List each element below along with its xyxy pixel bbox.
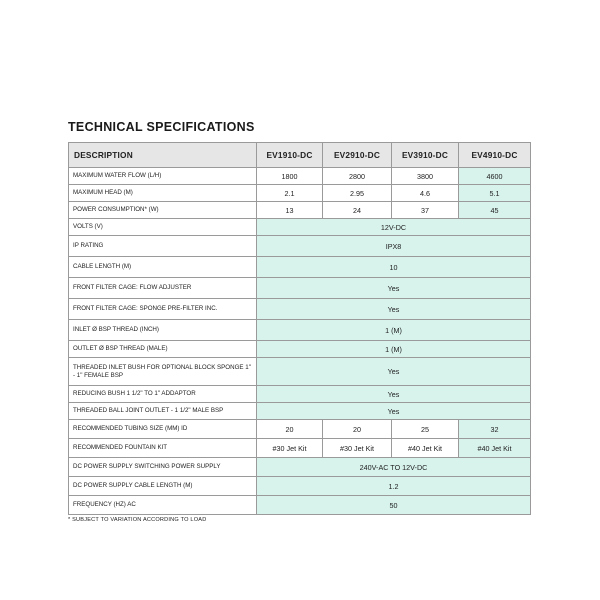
row-value: 32 <box>459 420 531 439</box>
row-value: 25 <box>392 420 459 439</box>
row-value: 1800 <box>257 168 323 185</box>
table-row <box>69 202 531 219</box>
row-value: 4600 <box>459 168 531 185</box>
row-value: 20 <box>323 420 392 439</box>
row-value: #30 Jet Kit <box>257 439 323 458</box>
row-value: 37 <box>392 202 459 219</box>
table-row <box>69 320 531 341</box>
row-label: DC POWER SUPPLY CABLE LENGTH (M) <box>69 477 257 496</box>
row-label: INLET Ø BSP THREAD (INCH) <box>69 320 257 341</box>
row-shared-value: Yes <box>257 299 531 320</box>
row-shared-value: 50 <box>257 496 531 515</box>
table-row <box>69 439 531 458</box>
row-shared-value: Yes <box>257 358 531 386</box>
table-row <box>69 299 531 320</box>
row-value: 4.6 <box>392 185 459 202</box>
row-value: 24 <box>323 202 392 219</box>
header-ev2910: EV2910-DC <box>323 143 392 168</box>
row-label: FREQUENCY (HZ) AC <box>69 496 257 515</box>
row-label: IP RATING <box>69 236 257 257</box>
table-row <box>69 496 531 515</box>
row-value: #30 Jet Kit <box>323 439 392 458</box>
row-value: 13 <box>257 202 323 219</box>
row-shared-value: Yes <box>257 403 531 420</box>
row-value: 2800 <box>323 168 392 185</box>
row-label: RECOMMENDED FOUNTAIN KIT <box>69 439 257 458</box>
table-row <box>69 257 531 278</box>
table-row <box>69 278 531 299</box>
row-shared-value: 1 (M) <box>257 320 531 341</box>
header-row <box>69 143 531 168</box>
table-row <box>69 386 531 403</box>
row-label: VOLTS (V) <box>69 219 257 236</box>
table-row <box>69 403 531 420</box>
row-label: MAXIMUM WATER FLOW (L/H) <box>69 168 257 185</box>
row-shared-value: 240V-AC TO 12V-DC <box>257 458 531 477</box>
table-row <box>69 236 531 257</box>
row-label: THREADED BALL JOINT OUTLET - 1 1/2" MALE BSP <box>69 403 257 420</box>
row-label: POWER CONSUMPTION* (W) <box>69 202 257 219</box>
table-row <box>69 341 531 358</box>
row-label: DC POWER SUPPLY SWITCHING POWER SUPPLY <box>69 458 257 477</box>
row-value: #40 Jet Kit <box>459 439 531 458</box>
spec-table <box>68 142 531 515</box>
header-ev3910: EV3910-DC <box>392 143 459 168</box>
table-row <box>69 168 531 185</box>
header-ev1910: EV1910-DC <box>257 143 323 168</box>
row-shared-value: 1.2 <box>257 477 531 496</box>
header-ev4910: EV4910-DC <box>459 143 531 168</box>
row-value: 20 <box>257 420 323 439</box>
row-shared-value: IPX8 <box>257 236 531 257</box>
header-description: DESCRIPTION <box>69 143 257 168</box>
row-label: CABLE LENGTH (M) <box>69 257 257 278</box>
row-shared-value: 10 <box>257 257 531 278</box>
row-value: 45 <box>459 202 531 219</box>
row-shared-value: Yes <box>257 386 531 403</box>
row-label: RECOMMENDED TUBING SIZE (MM) ID <box>69 420 257 439</box>
row-shared-value: 12V-DC <box>257 219 531 236</box>
row-shared-value: Yes <box>257 278 531 299</box>
row-value: 2.1 <box>257 185 323 202</box>
row-label: FRONT FILTER CAGE: SPONGE PRE-FILTER INC. <box>69 299 257 320</box>
row-value: 3800 <box>392 168 459 185</box>
row-label: REDUCING BUSH 1 1/2" TO 1" ADDAPTOR <box>69 386 257 403</box>
table-row <box>69 477 531 496</box>
row-value: 2.95 <box>323 185 392 202</box>
row-label: THREADED INLET BUSH FOR OPTIONAL BLOCK SPONGE 1" - 1" FEMALE BSP <box>69 358 257 386</box>
table-row <box>69 358 531 386</box>
table-row <box>69 185 531 202</box>
page-title: TECHNICAL SPECIFICATIONS <box>68 120 255 134</box>
table-row <box>69 420 531 439</box>
row-value: #40 Jet Kit <box>392 439 459 458</box>
row-label: OUTLET Ø BSP THREAD (MALE) <box>69 341 257 358</box>
row-value: 5.1 <box>459 185 531 202</box>
footnote: * SUBJECT TO VARIATION ACCORDING TO LOAD <box>68 517 207 523</box>
row-shared-value: 1 (M) <box>257 341 531 358</box>
table-row <box>69 219 531 236</box>
row-label: FRONT FILTER CAGE: FLOW ADJUSTER <box>69 278 257 299</box>
table-row <box>69 458 531 477</box>
row-label: MAXIMUM HEAD (M) <box>69 185 257 202</box>
